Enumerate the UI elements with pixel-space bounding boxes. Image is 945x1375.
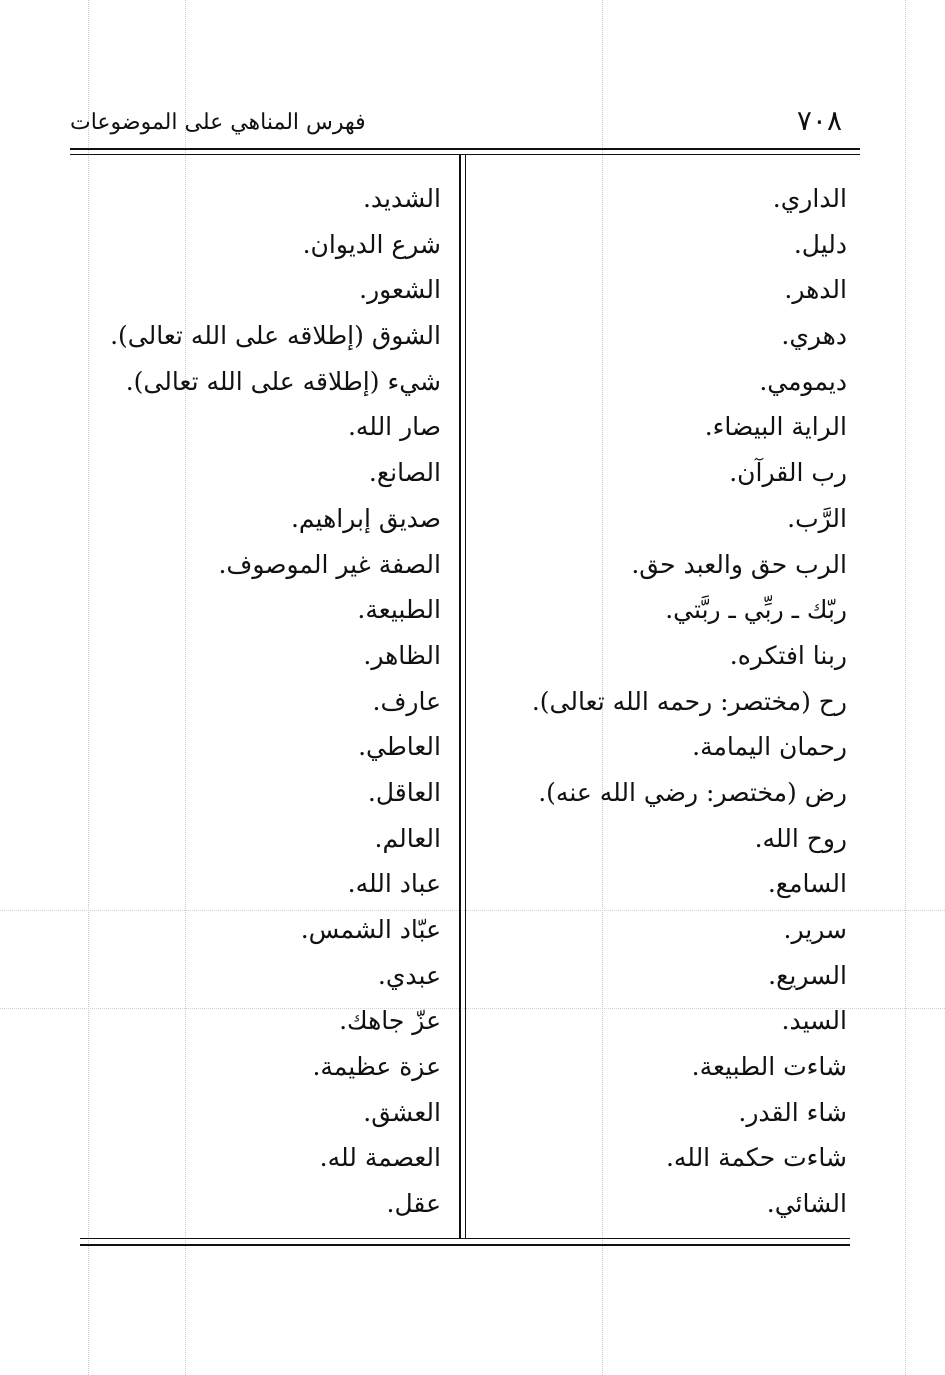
index-entry: العاقل. xyxy=(367,777,441,807)
index-entry: الصفة غير الموصوف. xyxy=(218,549,441,579)
index-entry: شاء القدر. xyxy=(738,1097,847,1127)
index-entry: عزة عظيمة. xyxy=(312,1052,441,1082)
index-entry: رب القرآن. xyxy=(729,458,847,488)
index-entry: الشديد. xyxy=(362,184,441,213)
page-header xyxy=(70,104,862,144)
index-entry: العالم. xyxy=(374,823,441,853)
index-entry: رحمان اليمامة. xyxy=(692,732,847,762)
index-entry: صديق إبراهيم. xyxy=(290,503,441,533)
index-entry: عقل. xyxy=(386,1189,441,1219)
index-entry: الدهر. xyxy=(784,275,847,305)
index-entry: الراية البيضاء. xyxy=(704,412,847,442)
index-entry: السريع. xyxy=(768,960,847,990)
index-entry: ربنا افتكره. xyxy=(729,640,847,670)
index-entry: ديمومي. xyxy=(759,366,847,396)
index-entry: شاءت الطبيعة. xyxy=(691,1052,847,1082)
column-divider-right xyxy=(465,154,466,1238)
index-entry: عارف. xyxy=(372,686,441,716)
index-entry: السامع. xyxy=(767,869,847,899)
index-entry: شرع الديوان. xyxy=(302,229,441,259)
footer-rule-top xyxy=(80,1238,850,1239)
index-entry: الرب حق والعبد حق. xyxy=(631,549,847,579)
page-number: ٧٠٨ xyxy=(796,104,842,137)
index-entry: شاءت حكمة الله. xyxy=(665,1143,847,1173)
index-entry: الظاهر. xyxy=(363,640,441,670)
header-rule-top xyxy=(70,148,860,150)
footer-rule-bottom xyxy=(80,1244,850,1246)
index-entry: رح (مختصر: رحمه الله تعالى). xyxy=(531,686,847,716)
index-entry: العصمة لله. xyxy=(319,1143,441,1173)
index-entry: الشائي. xyxy=(766,1189,847,1219)
index-entry: دليل. xyxy=(793,229,847,259)
index-entry: روح الله. xyxy=(754,823,847,853)
index-entry: رض (مختصر: رضي الله عنه). xyxy=(538,777,847,807)
index-entry: الرَّب. xyxy=(787,503,847,533)
index-entry: عبّاد الشمس. xyxy=(300,915,441,944)
index-entry: عباد الله. xyxy=(347,869,441,899)
index-entry: الطبيعة. xyxy=(357,595,441,625)
index-entry: العاطي. xyxy=(358,732,441,762)
scan-dotted-line xyxy=(905,0,906,1375)
index-entry: السيد. xyxy=(781,1006,847,1036)
index-entry: صار الله. xyxy=(347,412,441,442)
index-entry: العشق. xyxy=(363,1097,441,1127)
index-entry: الداري. xyxy=(772,184,847,213)
index-entry: ربّك ـ ربِّي ـ ربَّتي. xyxy=(665,595,847,625)
index-entry: دهري. xyxy=(781,321,847,351)
index-entry: الشعور. xyxy=(359,275,441,305)
index-entry: شيء (إطلاقه على الله تعالى). xyxy=(125,366,441,396)
index-entry: الشوق (إطلاقه على الله تعالى). xyxy=(110,321,441,351)
index-entry: سرير. xyxy=(783,915,847,944)
running-title: فهرس المناهي على الموضوعات xyxy=(70,110,366,135)
index-column-left xyxy=(71,176,441,1227)
index-column-right xyxy=(487,176,847,1227)
column-divider-left xyxy=(459,154,461,1238)
index-entry: عزّ جاهك. xyxy=(339,1006,441,1036)
index-entry: عبدي. xyxy=(377,960,441,990)
index-entry: الصانع. xyxy=(368,458,441,488)
